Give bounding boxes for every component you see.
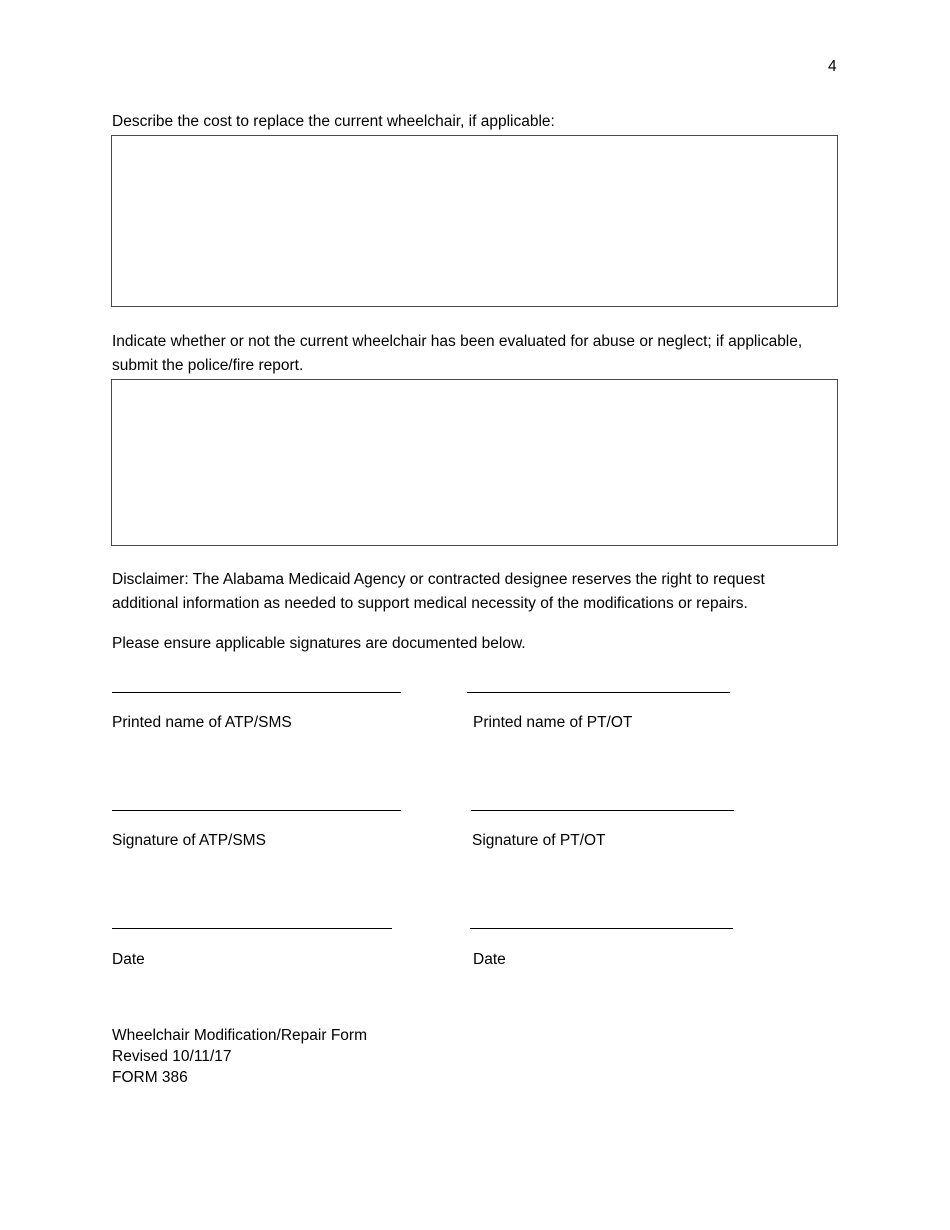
date-left-label: Date (112, 951, 145, 968)
cost-question-label: Describe the cost to replace the current wheelchair, if applicable: (112, 113, 555, 130)
printed-name-pt-line[interactable] (467, 692, 730, 693)
signature-instruction: Please ensure applicable signatures are documented below. (112, 635, 526, 652)
page-number: 4 (828, 58, 837, 75)
footer-revised-date: Revised 10/11/17 (112, 1048, 232, 1065)
disclaimer-line1: Disclaimer: The Alabama Medicaid Agency or contracted designee reserves the right to request (112, 571, 765, 588)
disclaimer-line2: additional information as needed to support medical necessity of the modifications or repairs. (112, 595, 748, 612)
abuse-question-label-line1: Indicate whether or not the current wheelchair has been evaluated for abuse or neglect; if applicable, (112, 333, 803, 350)
signature-atp-label: Signature of ATP/SMS (112, 832, 266, 849)
cost-response-box[interactable] (111, 135, 838, 307)
signature-pt-label: Signature of PT/OT (472, 832, 606, 849)
printed-name-atp-line[interactable] (112, 692, 401, 693)
signature-pt-line[interactable] (471, 810, 734, 811)
footer-form-title: Wheelchair Modification/Repair Form (112, 1027, 367, 1044)
signature-atp-line[interactable] (112, 810, 401, 811)
printed-name-pt-label: Printed name of PT/OT (473, 714, 633, 731)
date-right-label: Date (473, 951, 506, 968)
date-right-line[interactable] (470, 928, 733, 929)
printed-name-atp-label: Printed name of ATP/SMS (112, 714, 292, 731)
date-left-line[interactable] (112, 928, 392, 929)
abuse-response-box[interactable] (111, 379, 838, 546)
abuse-question-label-line2: submit the police/fire report. (112, 357, 304, 374)
footer-form-number: FORM 386 (112, 1069, 188, 1086)
